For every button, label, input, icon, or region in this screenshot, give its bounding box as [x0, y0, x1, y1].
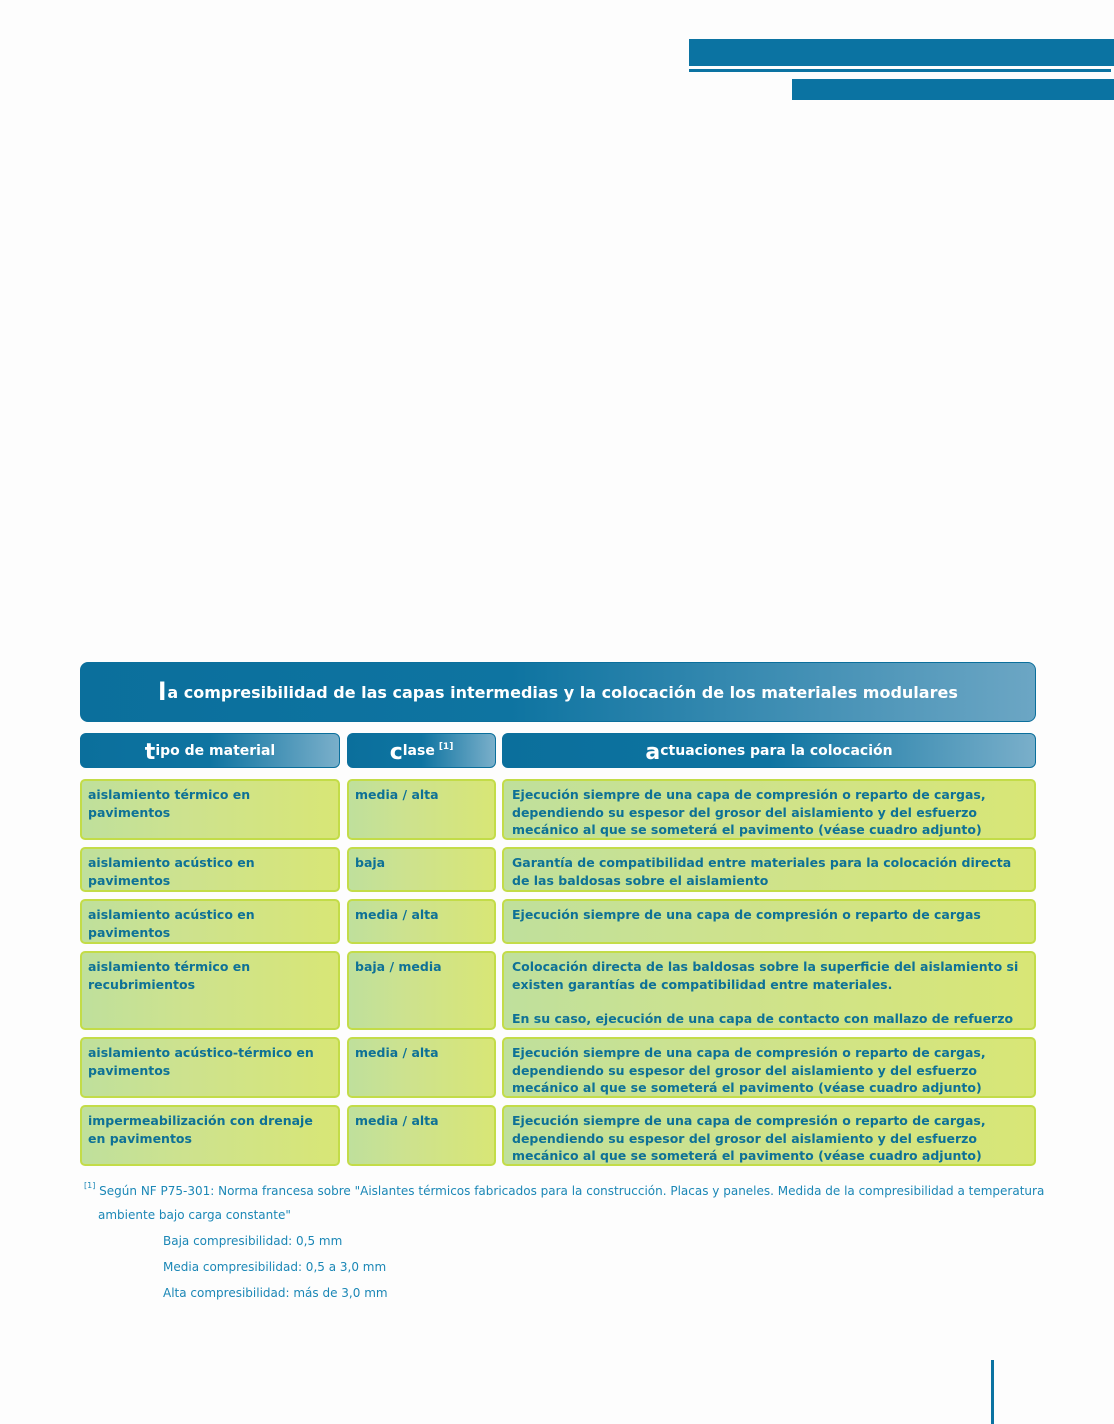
footnote-item: Media compresibilidad: 0,5 a 3,0 mm [163, 1260, 387, 1274]
clase-cell: media / alta [347, 1105, 496, 1166]
actuaciones-text: En su caso, ejecución de una capa de contacto con mallazo de refuerzo [512, 1011, 1014, 1026]
page-edge-rule [991, 1360, 994, 1424]
actuaciones-cell [502, 951, 1036, 1030]
footnote-item: Baja compresibilidad: 0,5 mm [163, 1234, 343, 1248]
header-initial: c [389, 739, 403, 765]
material-cell: aislamiento acústico-térmico en pavimentos [80, 1037, 340, 1098]
header-label: ipo de material [155, 742, 276, 759]
header-initial: t [144, 739, 156, 765]
header-actuaciones [502, 733, 1036, 768]
footnote-text: Según NF P75-301: Norma francesa sobre "Aislantes térmicos fabricados para la construcción. Placas y paneles. Medida de la compresibilidad a temperatura [99, 1184, 1045, 1198]
clase-cell: baja [347, 847, 496, 892]
table-title-text: a compresibilidad de las capas intermedias y la colocación de los materiales modulares [167, 682, 958, 702]
header-clase [347, 733, 496, 768]
material-cell: aislamiento térmico en pavimentos [80, 779, 340, 840]
clase-cell: media / alta [347, 1037, 496, 1098]
actuaciones-text: Colocación directa de las baldosas sobre la superficie del aislamiento si existen garantías de compatibilidad entre materiales. [512, 959, 1019, 992]
actuaciones-cell [502, 1037, 1036, 1098]
table-title-initial: l [158, 678, 167, 706]
actuaciones-cell [502, 1105, 1036, 1166]
footnote-line [84, 1180, 1084, 1199]
actuaciones-text: Garantía de compatibilidad entre materiales para la colocación directa de las baldosas sobre el aislamiento [512, 855, 1012, 888]
header-label: lase [402, 742, 435, 759]
clase-cell: media / alta [347, 899, 496, 944]
table-title [80, 662, 1036, 722]
actuaciones-text: Ejecución siempre de una capa de compresión o reparto de cargas, dependiendo su espesor del grosor del aislamiento y del esfuerzo mecánico al que se someterá el pavimento (véase cuadro adjunto) [512, 1045, 986, 1095]
header-label: ctuaciones para la colocación [660, 742, 893, 759]
actuaciones-cell [502, 779, 1036, 840]
header-initial: a [645, 739, 661, 765]
material-cell: aislamiento acústico en pavimentos [80, 899, 340, 944]
header-band [689, 39, 1114, 66]
header-rule [689, 69, 1111, 72]
material-cell: aislamiento acústico en pavimentos [80, 847, 340, 892]
actuaciones-text: Ejecución siempre de una capa de compresión o reparto de cargas, dependiendo su espesor del grosor del aislamiento y del esfuerzo mecánico al que se someterá el pavimento (véase cuadro adjunto) [512, 787, 986, 837]
footnote-line-continued: ambiente bajo carga constante" [98, 1208, 291, 1222]
actuaciones-cell [502, 899, 1036, 944]
material-cell: aislamiento térmico en recubrimientos [80, 951, 340, 1030]
actuaciones-text: Ejecución siempre de una capa de compresión o reparto de cargas, dependiendo su espesor del grosor del aislamiento y del esfuerzo mecánico al que se someterá el pavimento (véase cuadro adjunto) [512, 1113, 986, 1163]
actuaciones-cell [502, 847, 1036, 892]
material-cell: impermeabilización con drenaje en pavimentos [80, 1105, 340, 1166]
footnote-ref: [1] [438, 741, 454, 752]
clase-cell: media / alta [347, 779, 496, 840]
clase-cell: baja / media [347, 951, 496, 1030]
actuaciones-text: Ejecución siempre de una capa de compresión o reparto de cargas [512, 907, 981, 922]
footnote-item: Alta compresibilidad: más de 3,0 mm [163, 1286, 388, 1300]
header-band-secondary [792, 79, 1114, 100]
footnote-marker: [1] [84, 1181, 96, 1190]
header-tipo-de-material [80, 733, 340, 768]
